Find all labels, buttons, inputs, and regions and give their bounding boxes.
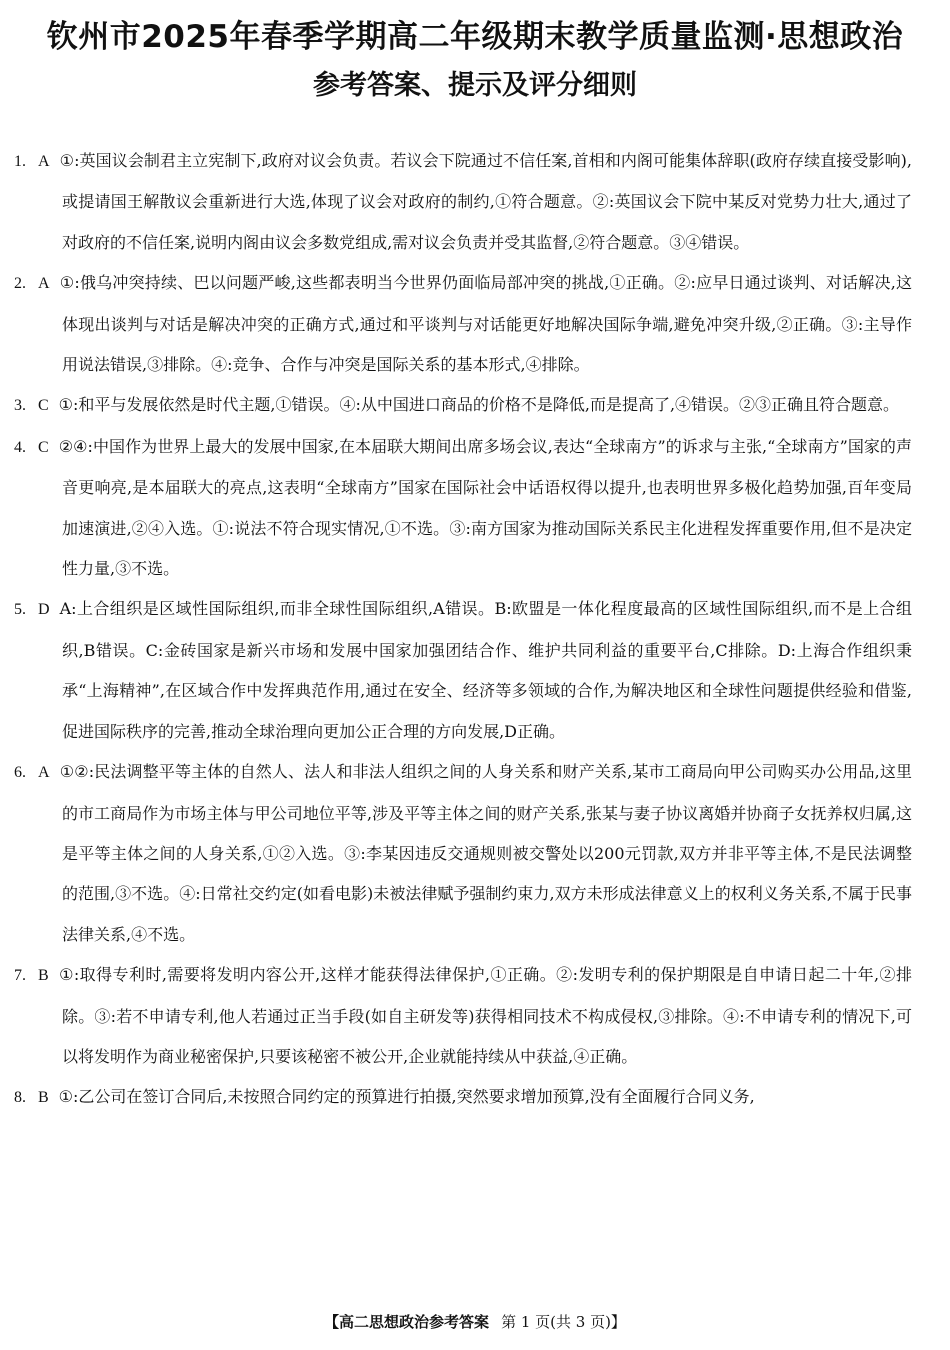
page-number: 第 1 页(共 3 页)】	[501, 1313, 626, 1331]
item-explanation: A:上合组织是区域性国际组织,而非全球性国际组织,A错误。B:欧盟是一体化程度最高的区域性国际组织,而不是上合组织,B错误。C:金砖国家是新兴市场和发展中国家加强团结合作、维护共同利益的重要平台,C排除。D:上海合作组织秉承“上海精神”,在区域合作中发挥典范作用,通过在安全、经济等多领域的合作,为解决地区和全球性问题提供经验和借鉴,促进国际秩序的完善,推动全球治理向更加公正合理的方向发展,D正确。	[59, 599, 912, 741]
item-explanation: ①:俄乌冲突持续、巴以问题严峻,这些都表明当今世界仍面临局部冲突的挑战,①正确。②:应早日通过谈判、对话解决,这体现出谈判与对话是解决冲突的正确方式,通过和平谈判与对话能更好地解决国际争端,避免冲突升级,②正确。③:主导作用说法错误,③排除。④:竞争、合作与冲突是国际关系的基本形式,④排除。	[59, 273, 912, 375]
item-answer: B	[38, 1089, 49, 1107]
page-footer	[0, 1311, 950, 1333]
item-answer: A	[38, 153, 50, 170]
answer-item-3: 3. C ①:和平与发展依然是时代主题,①错误。④:从中国进口商品的价格不是降低,而是提高了,④错误。②③正确且符合题意。	[14, 395, 900, 415]
item-explanation: ①②:民法调整平等主体的自然人、法人和非法人组织之间的人身关系和财产关系,某市工商局向甲公司购买办公用品,这里的市工商局作为市场主体与甲公司地位平等,涉及平等主体之间的财产关系,张某与妻子协议离婚并协商子女抚养权归属,这是平等主体之间的人身关系,①②入选。③:李某因违反交通规则被交警处以200元罚款,双方并非平等主体,不是民法调整的范围,③不选。④:日常社交约定(如看电影)未被法律赋予强制约束力,双方未形成法律意义上的权利义务关系,不属于民事法律关系,④不选。	[59, 762, 912, 944]
answer-item-6: 6. A ①②:民法调整平等主体的自然人、法人和非法人组织之间的人身关系和财产关系,某市工商局向甲公司购买办公用品,这里的市工商局作为市场主体与甲公司地位平等,涉及平等主体之间的财产关系,张某与妻子协议离婚并协商子女抚养权归属,这是平等主体之间的人身关系,①②入选。③:李某因违反交通规则被交警处以200元罚款,双方并非平等主体,不是民法调整的范围,③不选。④:日常社交约定(如看电影)未被法律赋予强制约束力,双方未形成法律意义上的权利义务关系,不属于民事法律关系,④不选。	[14, 762, 912, 944]
answer-item-2: 2. A ①:俄乌冲突持续、巴以问题严峻,这些都表明当今世界仍面临局部冲突的挑战,①正确。②:应早日通过谈判、对话解决,这体现出谈判与对话是解决冲突的正确方式,通过和平谈判与对话能更好地解决国际争端,避免冲突升级,②正确。③:主导作用说法错误,③排除。④:竞争、合作与冲突是国际关系的基本形式,④排除。	[14, 273, 912, 375]
item-answer: A	[38, 764, 50, 782]
item-answer: C	[38, 438, 49, 456]
page-subtitle: 参考答案、提示及评分细则	[313, 70, 637, 101]
answer-item-5: 5. D A:上合组织是区域性国际组织,而非全球性国际组织,A错误。B:欧盟是一体化程度最高的区域性国际组织,而不是上合组织,B错误。C:金砖国家是新兴市场和发展中国家加强团结合作、维护共同利益的重要平台,C排除。D:上海合作组织秉承“上海精神”,在区域合作中发挥典范作用,通过在安全、经济等多领域的合作,为解决地区和全球性问题提供经验和借鉴,促进国际秩序的完善,推动全球治理向更加公正合理的方向发展,D正确。	[14, 599, 912, 741]
footer-label: 【高二思想政治参考答案	[324, 1313, 490, 1331]
item-explanation: ①:英国议会制君主立宪制下,政府对议会负责。若议会下院通过不信任案,首相和内阁可能集体辞职(政府存续直接受影响),或提请国王解散议会重新进行大选,体现了议会对政府的制约,①符合题意。②:英国议会下院中某反对党势力壮大,通过了对政府的不信任案,说明内阁由议会多数党组成,需对议会负责并受其监督,②符合题意。③④错误。	[59, 151, 912, 252]
item-answer: A	[38, 275, 50, 293]
item-answer: D	[38, 601, 50, 619]
item-answer: C	[38, 397, 49, 415]
page-title: 钦州市2025年春季学期高二年级期末教学质量监测·思想政治	[46, 19, 904, 55]
answer-list	[14, 141, 912, 1119]
item-explanation: ①:乙公司在签订合同后,未按照合同约定的预算进行拍摄,突然要求增加预算,没有全面履行合同义务,	[58, 1087, 755, 1107]
item-explanation: ①:取得专利时,需要将发明内容公开,这样才能获得法律保护,①正确。②:发明专利的保护期限是自申请日起二十年,②排除。③:若不申请专利,他人若通过正当手段(如自主研发等)获得相同技术不构成侵权,③排除。④:不申请专利的情况下,可以将发明作为商业秘密保护,只要该秘密不被公开,企业就能持续从中获益,④正确。	[58, 965, 912, 1066]
item-answer: B	[38, 967, 49, 985]
answer-item-8: 8. B ①:乙公司在签订合同后,未按照合同约定的预算进行拍摄,突然要求增加预算,没有全面履行合同义务,	[14, 1087, 755, 1107]
answer-item-4: 4. C ②④:中国作为世界上最大的发展中国家,在本届联大期间出席多场会议,表达“全球南方”的诉求与主张,“全球南方”国家的声音更响亮,是本届联大的亮点,这表明“全球南方”国家在国际社会中话语权得以提升,也表明世界多极化趋势加强,百年变局加速演进,②④入选。①:说法不符合现实情况,①不选。③:南方国家为推动国际关系民主化进程发挥重要作用,但不是决定性力量,③不选。	[14, 436, 912, 579]
item-explanation: ②④:中国作为世界上最大的发展中国家,在本届联大期间出席多场会议,表达“全球南方”的诉求与主张,“全球南方”国家的声音更响亮,是本届联大的亮点,这表明“全球南方”国家在国际社会中话语权得以提升,也表明世界多极化趋势加强,百年变局加速演进,②④入选。①:说法不符合现实情况,①不选。③:南方国家为推动国际关系民主化进程发挥重要作用,但不是决定性力量,③不选。	[58, 436, 912, 579]
item-explanation: ①:和平与发展依然是时代主题,①错误。④:从中国进口商品的价格不是降低,而是提高了,④错误。②③正确且符合题意。	[58, 395, 900, 415]
answer-item-1: 1. A ①:英国议会制君主立宪制下,政府对议会负责。若议会下院通过不信任案,首相和内阁可能集体辞职(政府存续直接受影响),或提请国王解散议会重新进行大选,体现了议会对政府的制约,①符合题意。②:英国议会下院中某反对党势力壮大,通过了对政府的不信任案,说明内阁由议会多数党组成,需对议会负责并受其监督,②符合题意。③④错误。	[14, 151, 912, 252]
answer-item-7: 7. B ①:取得专利时,需要将发明内容公开,这样才能获得法律保护,①正确。②:发明专利的保护期限是自申请日起二十年,②排除。③:若不申请专利,他人若通过正当手段(如自主研发等)获得相同技术不构成侵权,③排除。④:不申请专利的情况下,可以将发明作为商业秘密保护,只要该秘密不被公开,企业就能持续从中获益,④正确。	[14, 965, 912, 1066]
